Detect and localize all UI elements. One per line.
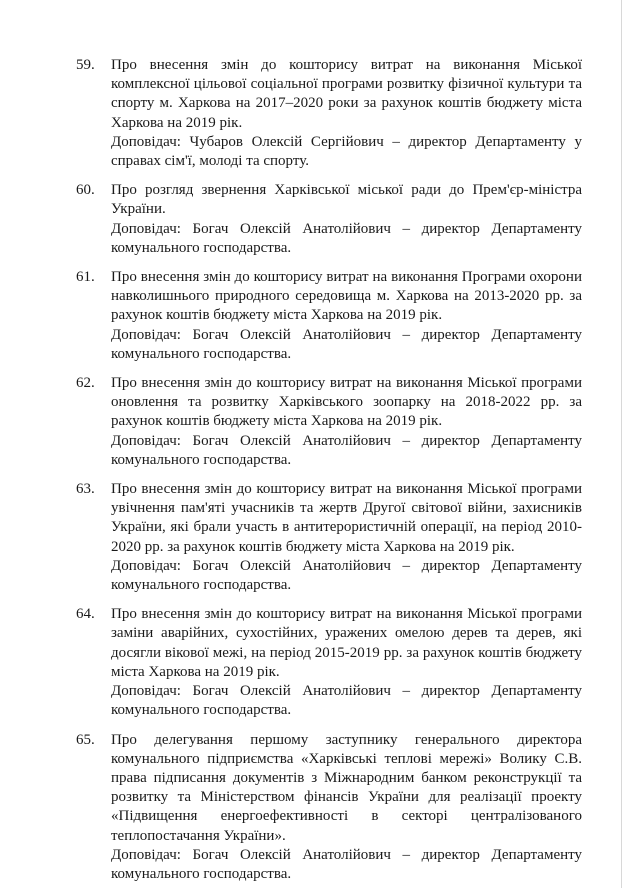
- item-body: [111, 731, 582, 885]
- agenda-item-65: [76, 731, 582, 885]
- page-edge: [621, 0, 622, 888]
- agenda-item-62: [76, 374, 582, 470]
- item-number: 63.: [76, 481, 95, 498]
- item-body: [111, 605, 582, 720]
- item-speaker: Доповідач: Богач Олексій Анатолійович – директор Департаменту комунального господарства.: [111, 432, 582, 468]
- item-title: Про внесення змін до кошторису витрат на виконання Міської комплексної цільової соціальної програми розвитку фізичної культури та спорту м. Харкова на 2017–2020 роки за рахунок коштів бюджету міста Харкова на 2019 рік.: [111, 57, 582, 131]
- item-title: Про внесення змін до кошторису витрат на виконання Програми охорони навколишнього природного середовища м. Харкова на 2013-2020 рр. за рахунок коштів бюджету міста Харкова на 2019 рік.: [111, 269, 582, 324]
- agenda-item-64: [76, 605, 582, 720]
- item-number: 59.: [76, 57, 95, 73]
- agenda-item-59: [76, 56, 582, 171]
- agenda-item-63: [76, 480, 582, 595]
- item-number: 60.: [76, 182, 95, 199]
- item-number: 61.: [76, 269, 95, 286]
- item-title: Про внесення змін до кошторису витрат на виконання Міської програми заміни аварійних, сухостійних, уражених омелою дерев та дерев, які досягли вікової межі, на період 2015-2019 рр. за рахунок коштів бюджету міста Харкова на 2019 рік.: [111, 606, 582, 680]
- item-speaker: Доповідач: Богач Олексій Анатолійович – директор Департаменту комунального господарства.: [111, 846, 582, 882]
- item-body: [111, 268, 582, 364]
- item-speaker: Доповідач: Богач Олексій Анатолійович – директор Департаменту комунального господарства.: [111, 557, 582, 594]
- item-body: [111, 181, 582, 258]
- item-speaker: Доповідач: Чубаров Олексій Сергійович – директор Департаменту у справах сім'ї, молоді та спорту.: [111, 133, 582, 170]
- item-speaker: Доповідач: Богач Олексій Анатолійович – директор Департаменту комунального господарства.: [111, 326, 582, 362]
- item-title: Про розгляд звернення Харківської міської ради до Прем'єр-міністра України.: [111, 182, 582, 218]
- agenda-item-61: [76, 268, 582, 364]
- item-body: [111, 56, 582, 171]
- item-title: Про внесення змін до кошторису витрат на виконання Міської програми оновлення та розвитку Харківського зоопарку на 2018-2022 рр. за рахунок коштів бюджету міста Харкова на 2019 рік.: [111, 375, 582, 430]
- item-number: 62.: [76, 375, 95, 392]
- agenda-item-60: [76, 181, 582, 258]
- item-number: 65.: [76, 731, 95, 748]
- item-speaker: Доповідач: Богач Олексій Анатолійович – директор Департаменту комунального господарства.: [111, 683, 582, 719]
- item-title: Про внесення змін до кошторису витрат на виконання Міської програми увічнення пам'яті учасників та жертв Другої світової війни, захисників України, які брали участь в антитерористичній операції, на період 2010-2020 рр. за рахунок коштів бюджету міста Харкова на 2019 рік.: [111, 481, 582, 555]
- item-body: [111, 374, 582, 470]
- item-number: 64.: [76, 606, 95, 623]
- item-body: [111, 480, 582, 595]
- item-speaker: Доповідач: Богач Олексій Анатолійович – директор Департаменту комунального господарства.: [111, 220, 582, 256]
- agenda-list: [76, 56, 582, 894]
- item-title: Про делегування першому заступнику генерального директора комунального підприємства «Харківські теплові мережі» Волику С.В. права підписання документів з Міжнародним банком реконструкції та розвитку та Міністерством фінансів України для реалізації проекту «Підвищення енергоефективності в секторі централізованого теплопостачання України».: [111, 731, 582, 844]
